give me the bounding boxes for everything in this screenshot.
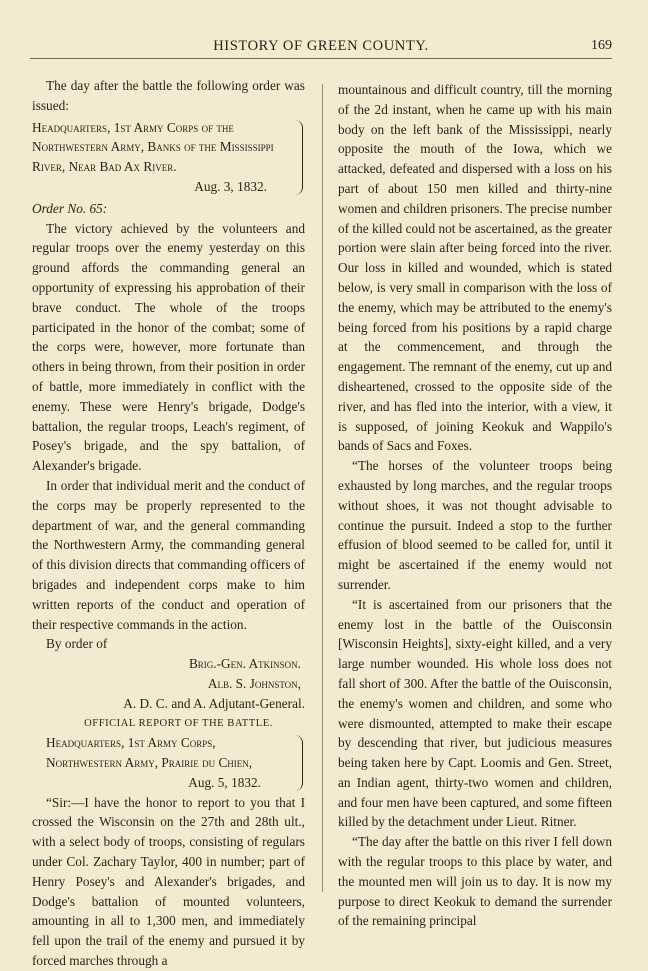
running-head: HISTORY OF GREEN COUNTY. [213,38,429,54]
report-paragraph-4: “It is ascertained from our prisoners that the enemy lost in the battle of the Ouisconsin [Wisconsin Heights], sixty-eight killed, and a very large number wounded. His whole loss does not fall short of 300. After the battle of the Ouisconsin, the enemy's women and children, and some who were dismounted, attempted to make their escape by descending that river, but judicious measures being taken here by Capt. Loomis and Gen. Street, an Indian agent, thirty-two women and children, and four men have been captured, and some fifteen killed by the detachment under Lieut. Ritner. [338,596,612,830]
brace-icon [294,735,303,790]
order-paragraph-2: In order that individual merit and the conduct of the corps may be properly represented to the department of war, and the general commanding the Northwestern Army, the commanding general of this division directs that commanding officers of brigades and independent corps make to him written reports of the conduct and operation of their respective commands in the action. [32,477,305,632]
report-paragraph-5: “The day after the battle on this river I fell down with the regular troops to this place by water, and the mounted men will join us to day. It is now my purpose to direct Keokuk to demand the surrender of the remaining principal [338,834,612,929]
report-paragraph-1: “Sir:—I have the honor to report to you that I crossed the Wisconsin on the 27th and 28th ult., with a select body of troops, consisting of regulars under Col. Zachary Taylor, 400 in number; part of Henry Posey's and Alexander's brigades, and Dodge's battalion of mounted volunteers, amounting in all to 1,300 men, and immediately fell upon the trail of the enemy and pursued it by forced marches through a [32,794,305,969]
right-column [338,80,612,931]
signature-johnston: Alb. S. Johnston, [207,675,301,691]
report-paragraph-3: “The horses of the volunteer troops being exhausted by long marches, and the regular troops without shoes, it was not thought advisable to continue the pursuit. Indeed a stop to the further effusion of blood seemed to be called for, until it might be ascertained if the enemy would not surrender. [338,458,612,592]
order-paragraph-1: The victory achieved by the volunteers and regular troops over the enemy yesterday on this ground affords the commanding general an opportunity of expressing his approbation of their brave conduct. The whole of the troops participated in the honor of the combat; some of the corps were, however, more fortunate than others in being thrown, from their position in order of battle, more immediately in conflict with the enemy. These were Henry's brigade, Dodge's battalion, the regular troops, Leach's regiment, of Posey's brigade, and the spy battalion, of Alexander's brigade. [32,220,305,474]
headquarters-dateline-1 [32,118,305,197]
hq2-text: Headquarters, 1st Army Corps, Northwestern Army, Prairie du Chien, [46,735,253,771]
page-header [30,38,612,59]
hq1-text: Headquarters, 1st Army Corps of the Northwestern Army, Banks of the Mississippi River, Near Bad Ax River. [32,119,274,175]
official-report-heading: OFFICIAL REPORT OF THE BATTLE. [84,717,273,729]
left-column [32,76,305,971]
hq2-date: Aug. 5, 1832. [188,774,261,790]
signature-title: A. D. C. and A. Adjutant-General. [123,695,305,711]
column-divider [322,84,323,892]
intro-paragraph: The day after the battle the following order was issued: [32,78,305,113]
page-number: 169 [591,38,612,53]
hq1-date: Aug. 3, 1832. [194,178,267,194]
signature-atkinson: Brig.-Gen. Atkinson. [188,656,301,672]
report-paragraph-2: mountainous and difficult country, till the morning of the 2d instant, when he came up with his main body on the left bank of the Mississippi, nearly opposite the mouth of the Iowa, which we attacked, defeated and dispersed with a loss on his part of about 150 men killed and thirty-nine women and children prisoners. The precise number of the killed could not be ascertained, as the greater portion were slain after being forced into the river. Our loss in killed and wounded, which is stated below, is very small in comparison with the loss of the enemy, which may be attributed to the enemy's being forced from his positions by a rapid charge at the commencement, and through the engagement. The remnant of the enemy, cut up and disheartened, crossed to the opposite side of the river, and has fled into the interior, with a view, it is supposed, of joining Keokuk and Wappilo's bands of Sacs and Foxes. [338,82,612,454]
by-order: By order of [46,636,108,652]
order-label: Order No. 65: [32,200,108,216]
brace-icon [294,120,303,195]
headquarters-dateline-2 [32,733,305,792]
